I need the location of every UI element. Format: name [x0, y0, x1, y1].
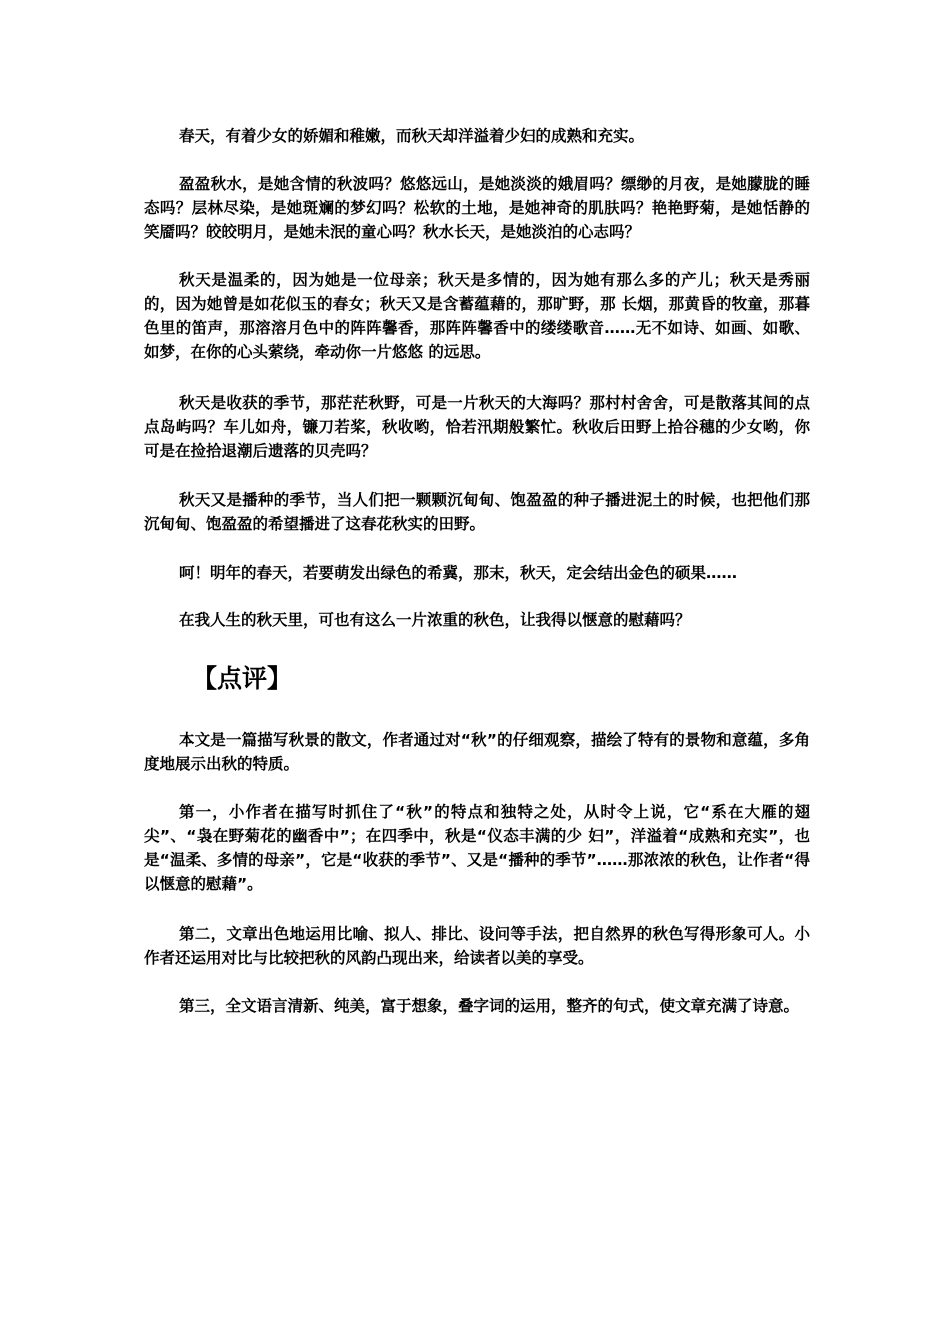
paragraph-5: 秋天又是播种的季节，当人们把一颗颗沉甸甸、饱盈盈的种子播进泥土的时候，也把他们那沉甸甸、饱盈盈的希望播进了这春花秋实的田野。 — [144, 491, 810, 533]
review-paragraph-4: 第三，全文语言清新、纯美，富于想象，叠字词的运用，整齐的句式，使文章充满了诗意。 — [179, 997, 800, 1015]
paragraph-7: 在我人生的秋天里，可也有这么一片浓重的秋色，让我得以惬意的慰藉吗？ — [179, 611, 691, 629]
paragraph-4: 秋天是收获的季节，那茫茫秋野，可是一片秋天的大海吗？那村村舍舍，可是散落其间的点点岛屿吗？车儿如舟，镰刀若桨，秋收哟，恰若汛期般繁忙。秋收后田野上拾谷穗的少女哟，你可是在捡拾退潮后遗落的贝壳吗？ — [144, 394, 810, 460]
review-paragraph-2: 第一，小作者在描写时抓住了“秋”的特点和独特之处，从时令上说，它“系在大雁的翅尖”、“袅在野菊花的幽香中”；在四季中，秋是“仪态丰满的少 妇”，洋溢着“成熟和充实”，也是“温柔、多情的母亲”，它是“收获的季节”、又是“播种的季节”……那浓浓的秋色，让作者“得以惬意的慰藉”。 — [144, 803, 810, 893]
review-heading: 【点评】 — [192, 664, 293, 693]
paragraph-3: 秋天是温柔的，因为她是一位母亲；秋天是多情的，因为她有那么多的产儿；秋天是秀丽的，因为她曾是如花似玉的春女；秋天又是含蓄蕴藉的，那旷野，那 长烟，那黄昏的牧童，那暮色里的笛声，那溶溶月色中的阵阵馨香，那阵阵馨香中的缕缕歌音……无不如诗、如画、如歌、如梦，在你的心头萦绕，牵动你一片悠悠 的远思。 — [144, 271, 810, 361]
review-paragraph-3: 第二，文章出色地运用比喻、拟人、排比、设问等手法，把自然界的秋色写得形象可人。小作者还运用对比与比较把秋的风韵凸现出来，给读者以美的享受。 — [144, 925, 810, 967]
paragraph-1: 春天，有着少女的娇媚和稚嫩，而秋天却洋溢着少妇的成熟和充实。 — [179, 127, 645, 145]
review-paragraph-1: 本文是一篇描写秋景的散文，作者通过对“秋”的仔细观察，描绘了特有的景物和意蕴，多角度地展示出秋的特质。 — [144, 731, 810, 773]
paragraph-6: 呵！明年的春天，若要萌发出绿色的希冀，那末，秋天，定会结出金色的硕果…… — [179, 564, 738, 582]
paragraph-2: 盈盈秋水，是她含情的秋波吗？悠悠远山，是她淡淡的娥眉吗？缥缈的月夜，是她朦胧的睡态吗？层林尽染，是她斑斓的梦幻吗？松软的土地，是她神奇的肌肤吗？艳艳野菊，是她恬静的笑靥吗？皎皎明月，是她未泯的童心吗？秋水长天，是她淡泊的心志吗？ — [144, 175, 810, 241]
